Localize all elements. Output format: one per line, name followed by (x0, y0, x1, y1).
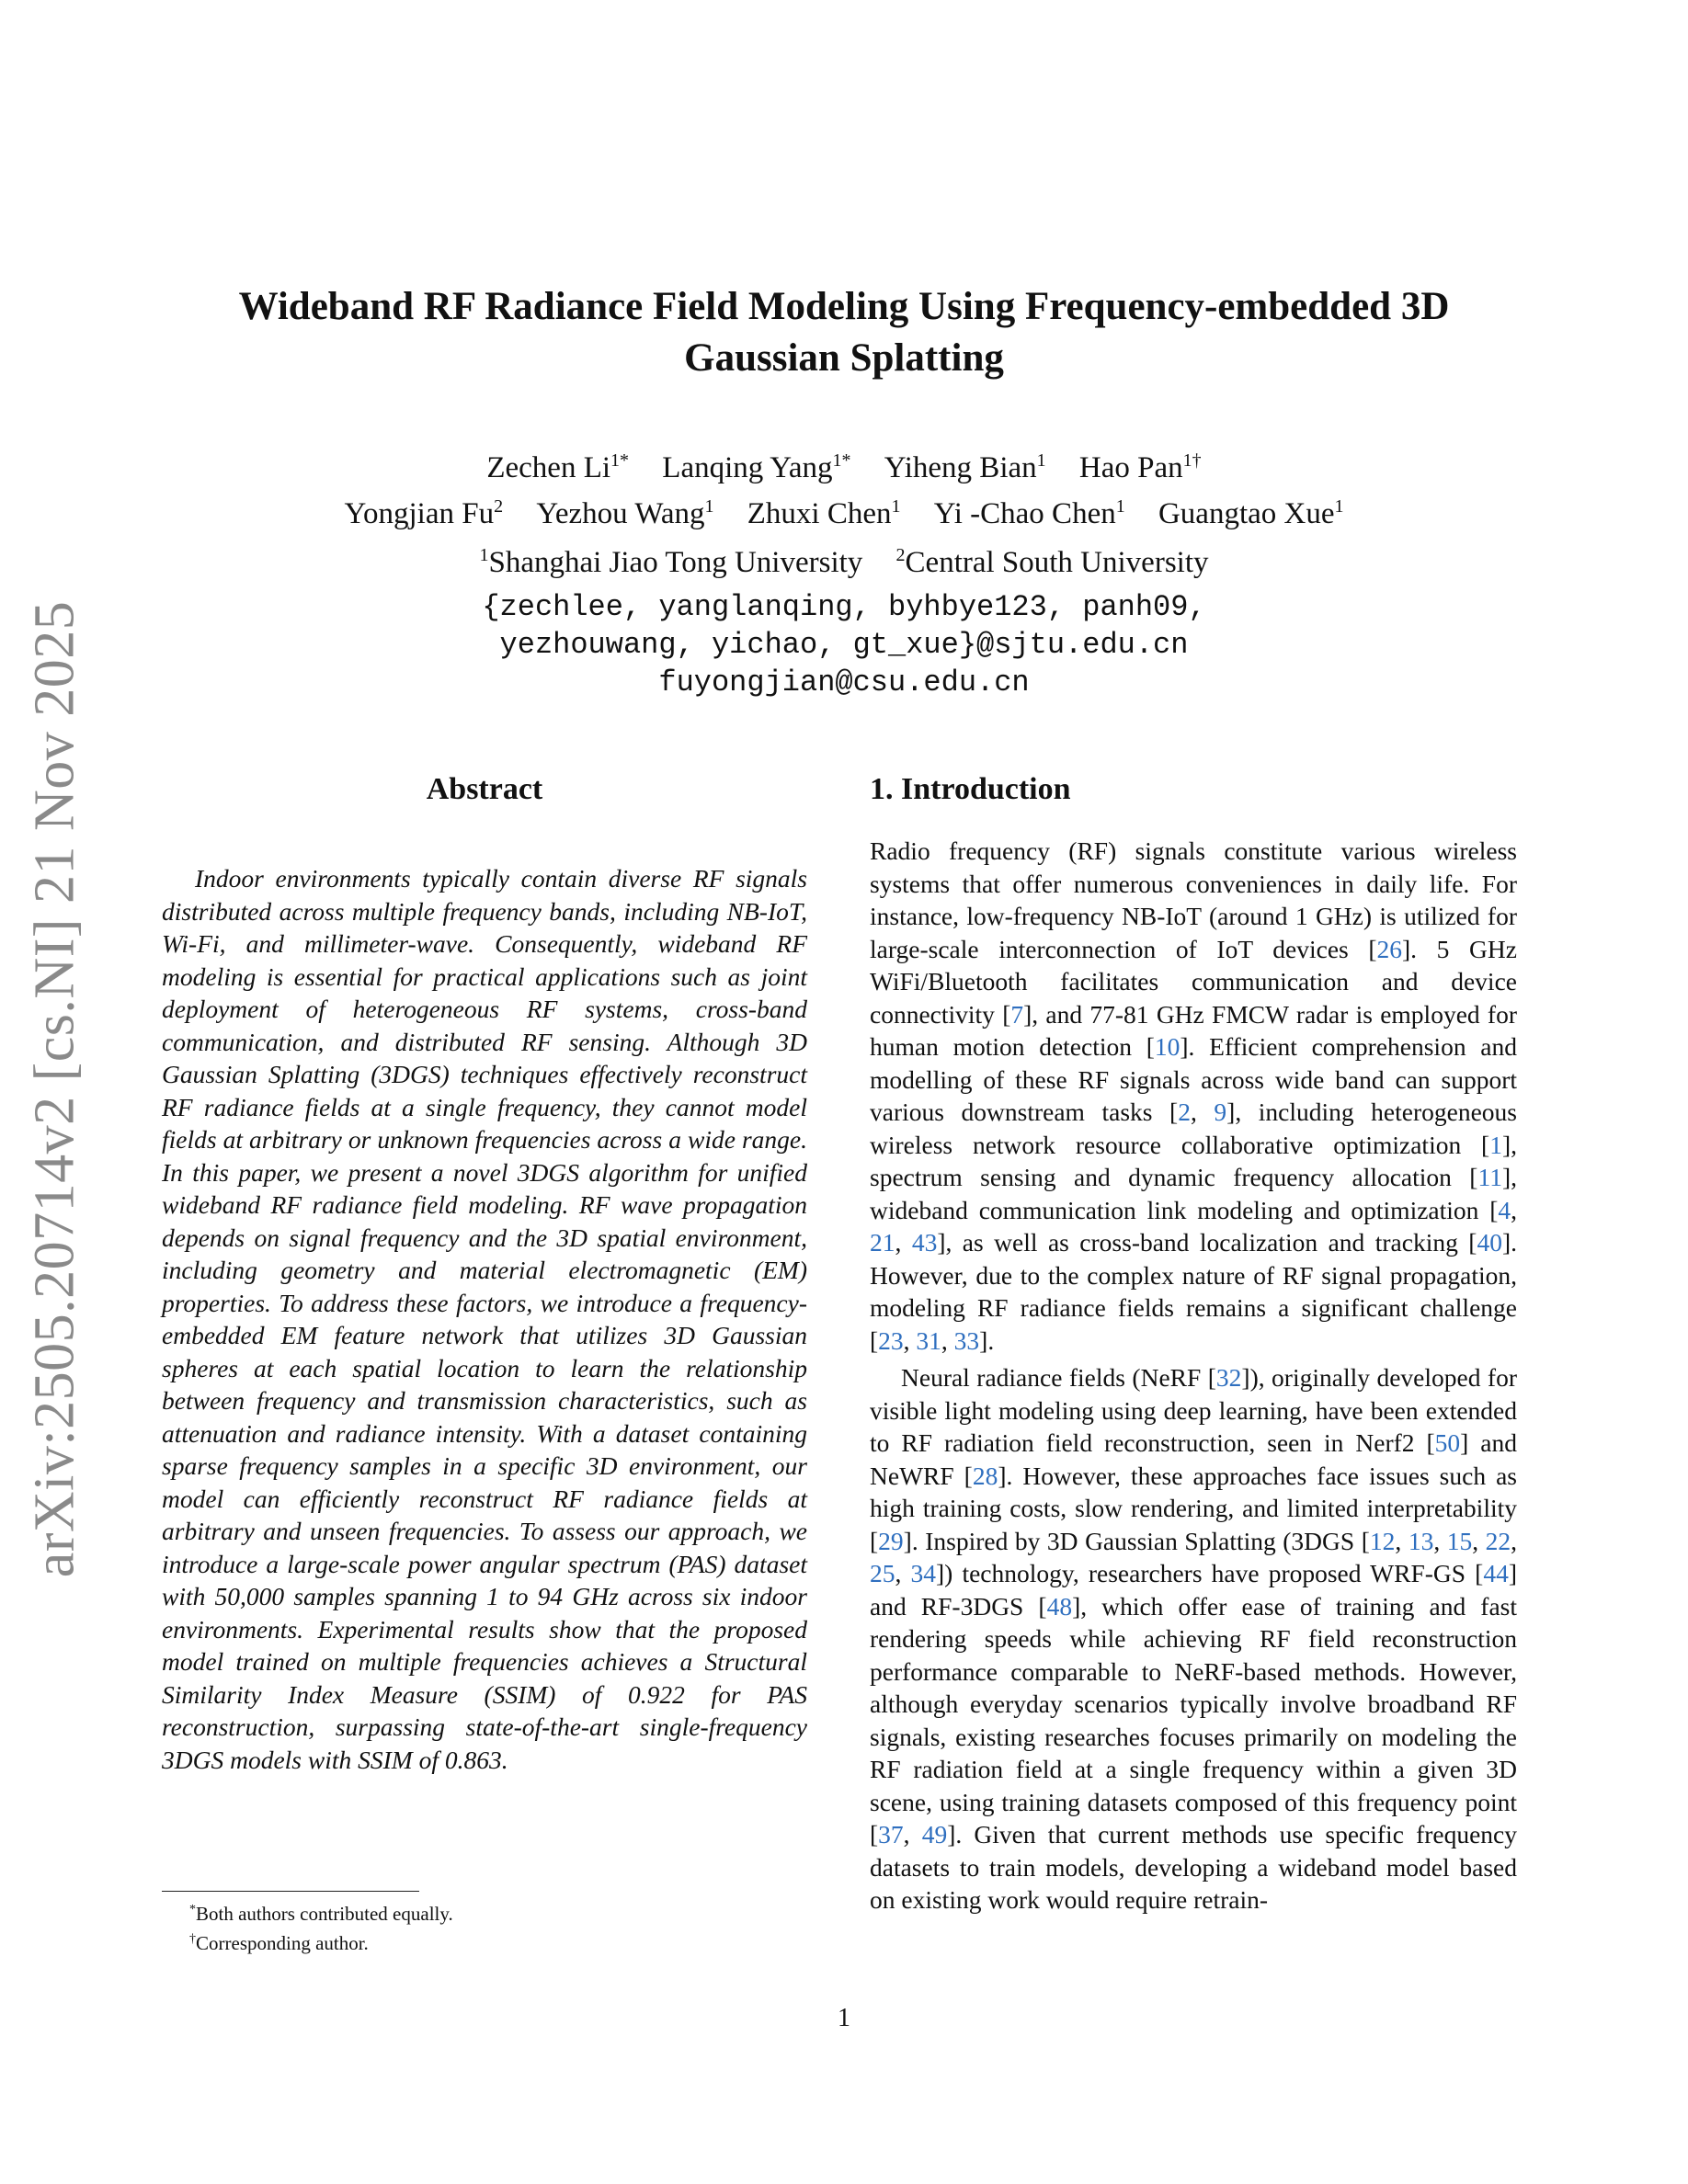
introduction-body (870, 835, 1517, 1921)
intro-text: ] and RF-3DGS [ (870, 1559, 1518, 1621)
citation-link[interactable]: 49 (921, 1820, 948, 1848)
intro-text: ]), originally developed for visible light modeling using deep learning, have been extended to RF radiation field reconstruction, seen in Nerf2 [ (870, 1363, 1517, 1457)
intro-text: , (903, 1820, 922, 1848)
abstract-body: Indoor environments typically contain diverse RF signals distributed across multiple frequency bands, including NB-IoT, Wi-Fi, and millimeter-wave. Consequently, wideband RF modeling is essential for practical applications such as joint deployment of heterogeneous RF systems, cross-band communication, and distributed RF sensing. Although 3D Gaussian Splatting (3DGS) techniques effectively reconstruct RF radiance fields at a single frequency, they cannot model fields at arbitrary or unknown frequencies across a wide range. In this paper, we present a novel 3DGS algorithm for unified wideband RF radiance field modeling. RF wave propagation depends on signal frequency and the 3D spatial environment, including geometry and material electromagnetic (EM) properties. To address these factors, we introduce a frequency-embedded EM feature network that utilizes 3D Gaussian spheres at each spatial location to learn the relationship between frequency and transmission characteristics, such as attenuation and radiance intensity. With a dataset containing sparse frequency samples in a specific 3D environment, our model can efficiently reconstruct RF radiance fields at arbitrary and unseen frequencies. To assess our approach, we introduce a large-scale power angular spectrum (PAS) dataset with 50,000 samples spanning 1 to 94 GHz across six indoor environments. Experimental results show that the proposed model trained on multiple frequencies achieves a Structural Similarity Index Measure (SSIM) of 0.922 for PAS reconstruction, surpassing state-of-the-art single-frequency 3DGS models with SSIM of 0.863. (162, 864, 807, 1774)
intro-text: ]. However, due to the complex nature of RF signal propagation, modeling RF radiance fields remains a significant challenge [ (870, 1228, 1517, 1355)
footnote: *Both authors contributed equally. (189, 1903, 453, 1925)
intro-text: ]. However, these approaches face issues such as high training costs, slow rendering, and limited interpretability [ (870, 1461, 1517, 1555)
author: Yezhou Wang$^1$ (536, 496, 714, 530)
intro-text: ]) technology, researchers have proposed WRF-GS [ (936, 1559, 1484, 1587)
citation-link[interactable]: 2 (1178, 1098, 1191, 1126)
introduction-heading: 1. Introduction (870, 772, 1071, 806)
author: Hao Pan$^{1\dagger}$ (1078, 450, 1202, 484)
citation-link[interactable]: 43 (911, 1228, 938, 1257)
citation-link[interactable]: 44 (1483, 1559, 1509, 1587)
arxiv-sidebar-stamp (9, 600, 101, 1578)
footnote-divider (162, 1891, 419, 1892)
author: Yongjian Fu$^2$ (344, 496, 504, 530)
intro-text: ], and 77-81 GHz FMCW radar is employed for human motion detection [ (870, 999, 1517, 1061)
author-line-1 (184, 441, 1504, 487)
author: Guangtao Xue$^1$ (1158, 496, 1344, 530)
intro-text: ]. (979, 1325, 995, 1355)
citation-link[interactable]: 22 (1485, 1526, 1511, 1555)
intro-text: ], including heterogeneous wireless network resource collaborative optimization [ (870, 1098, 1518, 1159)
citation-link[interactable]: 4 (1498, 1195, 1511, 1224)
intro-text: , (1511, 1195, 1517, 1224)
intro-text: , (1190, 1098, 1215, 1126)
citation-link[interactable]: 34 (910, 1559, 937, 1587)
citation-link[interactable]: 29 (878, 1526, 904, 1555)
intro-text: Radio frequency (RF) signals constitute various wireless systems that offer numerous conveniences in daily life. For instance, low-frequency NB-IoT (around 1 GHz) is utilized for large-scale interconnection of IoT devices [ (870, 836, 1517, 963)
paper-title: Wideband RF Radiance Field Modeling Using Frequency-embedded 3D Gaussian Splatting (238, 285, 1450, 380)
intro-text: , (941, 1325, 954, 1355)
intro-text: ]. Inspired by 3D Gaussian Splatting (3DGS [ (903, 1526, 1370, 1555)
email-line: yezhouwang, yichao, gt_xue}@sjtu.edu.cn (499, 628, 1189, 662)
citation-link[interactable]: 33 (953, 1325, 980, 1355)
intro-text: , (1395, 1526, 1409, 1555)
citation-link[interactable]: 28 (972, 1461, 998, 1490)
author-list (184, 441, 1504, 533)
footnotes (162, 1897, 807, 1956)
intro-text: , (903, 1325, 917, 1355)
email-line: {zechlee, yanglanqing, byhbye123, panh09, (482, 590, 1206, 624)
footnote: †Corresponding author. (189, 1932, 369, 1954)
abstract-heading: Abstract (426, 772, 543, 806)
intro-text: ], wideband communication link modeling and optimization [ (870, 1163, 1517, 1224)
intro-text: , (895, 1228, 912, 1257)
intro-paragraph (870, 1361, 1517, 1917)
citation-link[interactable]: 32 (1215, 1363, 1242, 1392)
affiliation: $^1$Shanghai Jiao Tong University (479, 545, 863, 579)
page-number: 1 (838, 2004, 850, 2032)
author-emails (184, 588, 1504, 701)
citation-link[interactable]: 9 (1214, 1098, 1227, 1126)
citation-link[interactable]: 21 (870, 1228, 895, 1257)
intro-paragraph (870, 835, 1517, 1357)
author: Yiheng Bian$^1$ (884, 450, 1046, 484)
citation-link[interactable]: 40 (1477, 1228, 1502, 1257)
citation-link[interactable]: 12 (1369, 1526, 1396, 1555)
intro-text: ]. Efficient comprehension and modelling of these RF signals across wide band can support various downstream tasks [ (870, 1032, 1518, 1126)
citation-link[interactable]: 31 (916, 1325, 941, 1355)
intro-text: , (1433, 1526, 1447, 1555)
email-line: fuyongjian@csu.edu.cn (658, 665, 1030, 700)
intro-text: ], which offer ease of training and fast rendering speeds while achieving RF field reconstruction performance comparable to NeRF-based methods. However, although everyday scenarios typically involve broadband RF signals, existing researches focuses primarily on modeling the RF radiation field at a single frequency within a given 3D scene, using training datasets composed of this frequency point [ (870, 1591, 1517, 1848)
citation-link[interactable]: 13 (1408, 1526, 1434, 1555)
citation-link[interactable]: 26 (1376, 934, 1403, 963)
intro-text: ]. 5 GHz WiFi/Bluetooth facilitates communication and device connectivity [ (870, 934, 1517, 1029)
citation-link[interactable]: 10 (1154, 1032, 1180, 1061)
arxiv-identifier: arXiv:2505.20714v2 [cs.NI] 21 Nov 2025 (23, 600, 86, 1578)
intro-text: , (1511, 1526, 1518, 1555)
intro-text: ] and NeWRF [ (870, 1428, 1517, 1490)
intro-text: ]. Given that current methods use specific frequency datasets to train models, developing a wideband model based on existing work would require retrain- (870, 1820, 1517, 1914)
citation-link[interactable]: 1 (1489, 1130, 1502, 1159)
author: Zechen $Li^{1*}$ (486, 450, 630, 484)
affiliations (184, 536, 1504, 582)
citation-link[interactable]: 25 (870, 1559, 895, 1587)
citation-link[interactable]: 48 (1046, 1591, 1073, 1621)
intro-text: , (895, 1559, 911, 1587)
citation-link[interactable]: 7 (1010, 999, 1024, 1029)
author: Lanqing Yang$^{1*}$ (662, 450, 851, 484)
intro-text: , (1472, 1526, 1486, 1555)
intro-text: Neural radiance fields (NeRF [ (901, 1363, 1216, 1392)
citation-link[interactable]: 15 (1446, 1526, 1473, 1555)
affiliation: $^2$Central South University (895, 545, 1209, 579)
intro-text: ], spectrum sensing and dynamic frequency allocation [ (870, 1130, 1517, 1191)
author: Zhuxi Chen$^1$ (747, 496, 901, 530)
citation-link[interactable]: 23 (878, 1325, 904, 1355)
author: Yi -Chao Chen$^1$ (933, 496, 1125, 530)
citation-link[interactable]: 37 (878, 1820, 904, 1848)
intro-text: ], as well as cross-band localization and tracking [ (937, 1228, 1477, 1257)
citation-link[interactable]: 50 (1434, 1428, 1461, 1457)
citation-link[interactable]: 11 (1477, 1163, 1502, 1191)
author-line-2 (184, 487, 1504, 533)
